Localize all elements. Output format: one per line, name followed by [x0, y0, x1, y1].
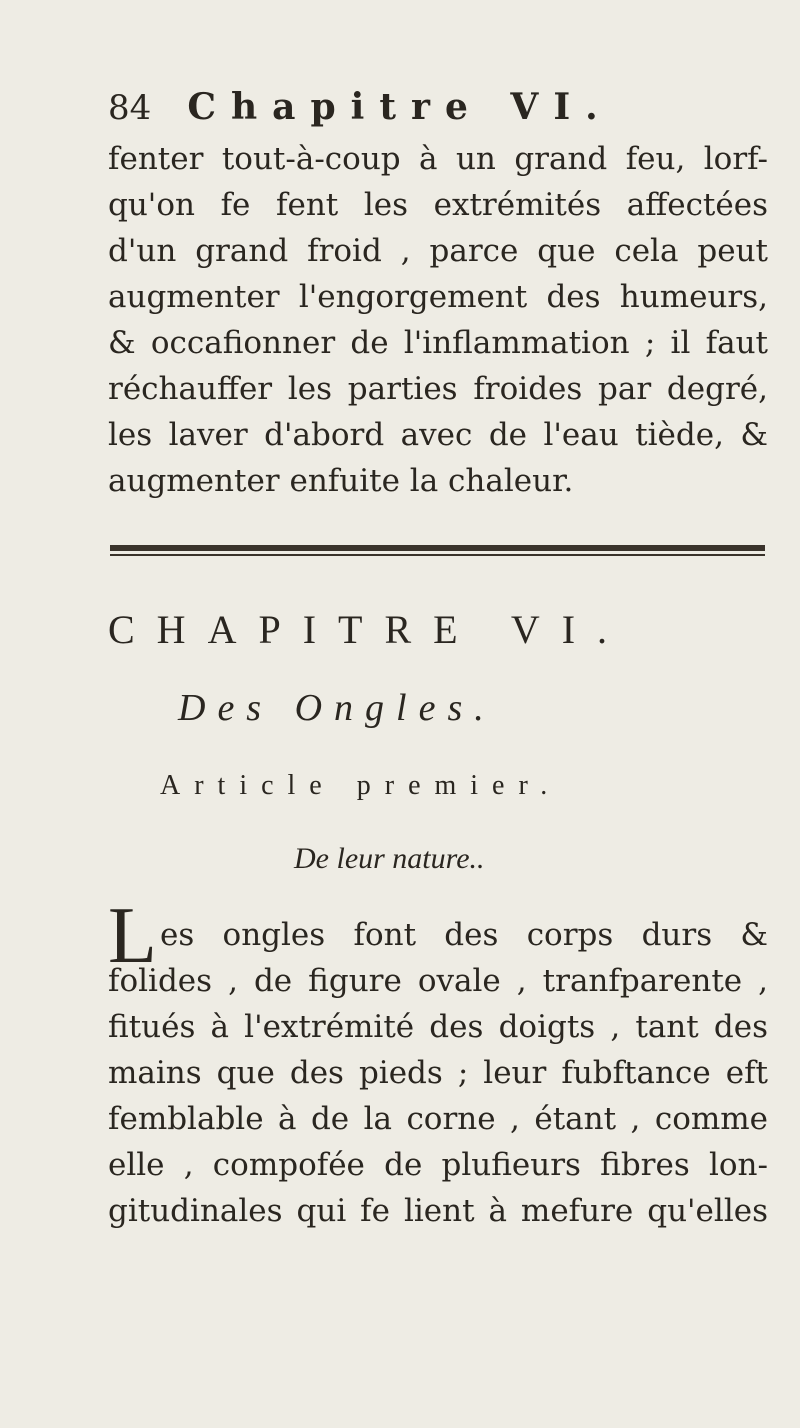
text-line: mains que des pieds ; leur fubftance eft: [108, 1055, 768, 1091]
section-subtitle: De leur nature..: [294, 842, 485, 875]
text-line: es ongles font des corps durs &: [160, 917, 768, 953]
text-line: fenter tout-à-coup à un grand feu, lorf-: [108, 141, 768, 177]
text-line: qu'on fe fent les extrémités affectées: [108, 187, 768, 223]
chapter-title: CHAPITRE VI.: [108, 607, 630, 652]
paragraph-2: [108, 912, 768, 1234]
page-number: 84: [108, 88, 152, 128]
text-line: gitudinales qui fe lient à mefure qu'elles: [108, 1193, 768, 1229]
article-title: Article premier.: [160, 770, 562, 801]
drop-cap: L: [108, 892, 157, 980]
rule-thin-line: [110, 554, 765, 556]
text-line: augmenter l'engorgement des humeurs,: [108, 279, 768, 315]
text-line: les laver d'abord avec de l'eau tiède, &: [108, 417, 768, 453]
ornamental-rule: [110, 545, 765, 557]
paragraph-1: [108, 136, 768, 504]
text-line: elle , compofée de plufieurs fibres lon-: [108, 1147, 768, 1183]
text-line: réchauffer les parties froides par degré,: [108, 371, 768, 407]
text-line: folides , de figure ovale , tranfparente ,: [108, 963, 768, 999]
subject-title: Des Ongles.: [178, 687, 496, 729]
text-line: & occafionner de l'inflammation ; il faut: [108, 325, 768, 361]
text-line: d'un grand froid , parce que cela peut: [108, 233, 768, 269]
rule-thick-line: [110, 545, 765, 551]
running-head-title: Chapitre VI.: [187, 86, 613, 128]
text-line: femblable à de la corne , étant , comme: [108, 1101, 768, 1137]
text-line: augmenter enfuite la chaleur.: [108, 463, 574, 499]
running-head: [108, 84, 768, 128]
text-line: fitués à l'extrémité des doigts , tant des: [108, 1009, 768, 1045]
